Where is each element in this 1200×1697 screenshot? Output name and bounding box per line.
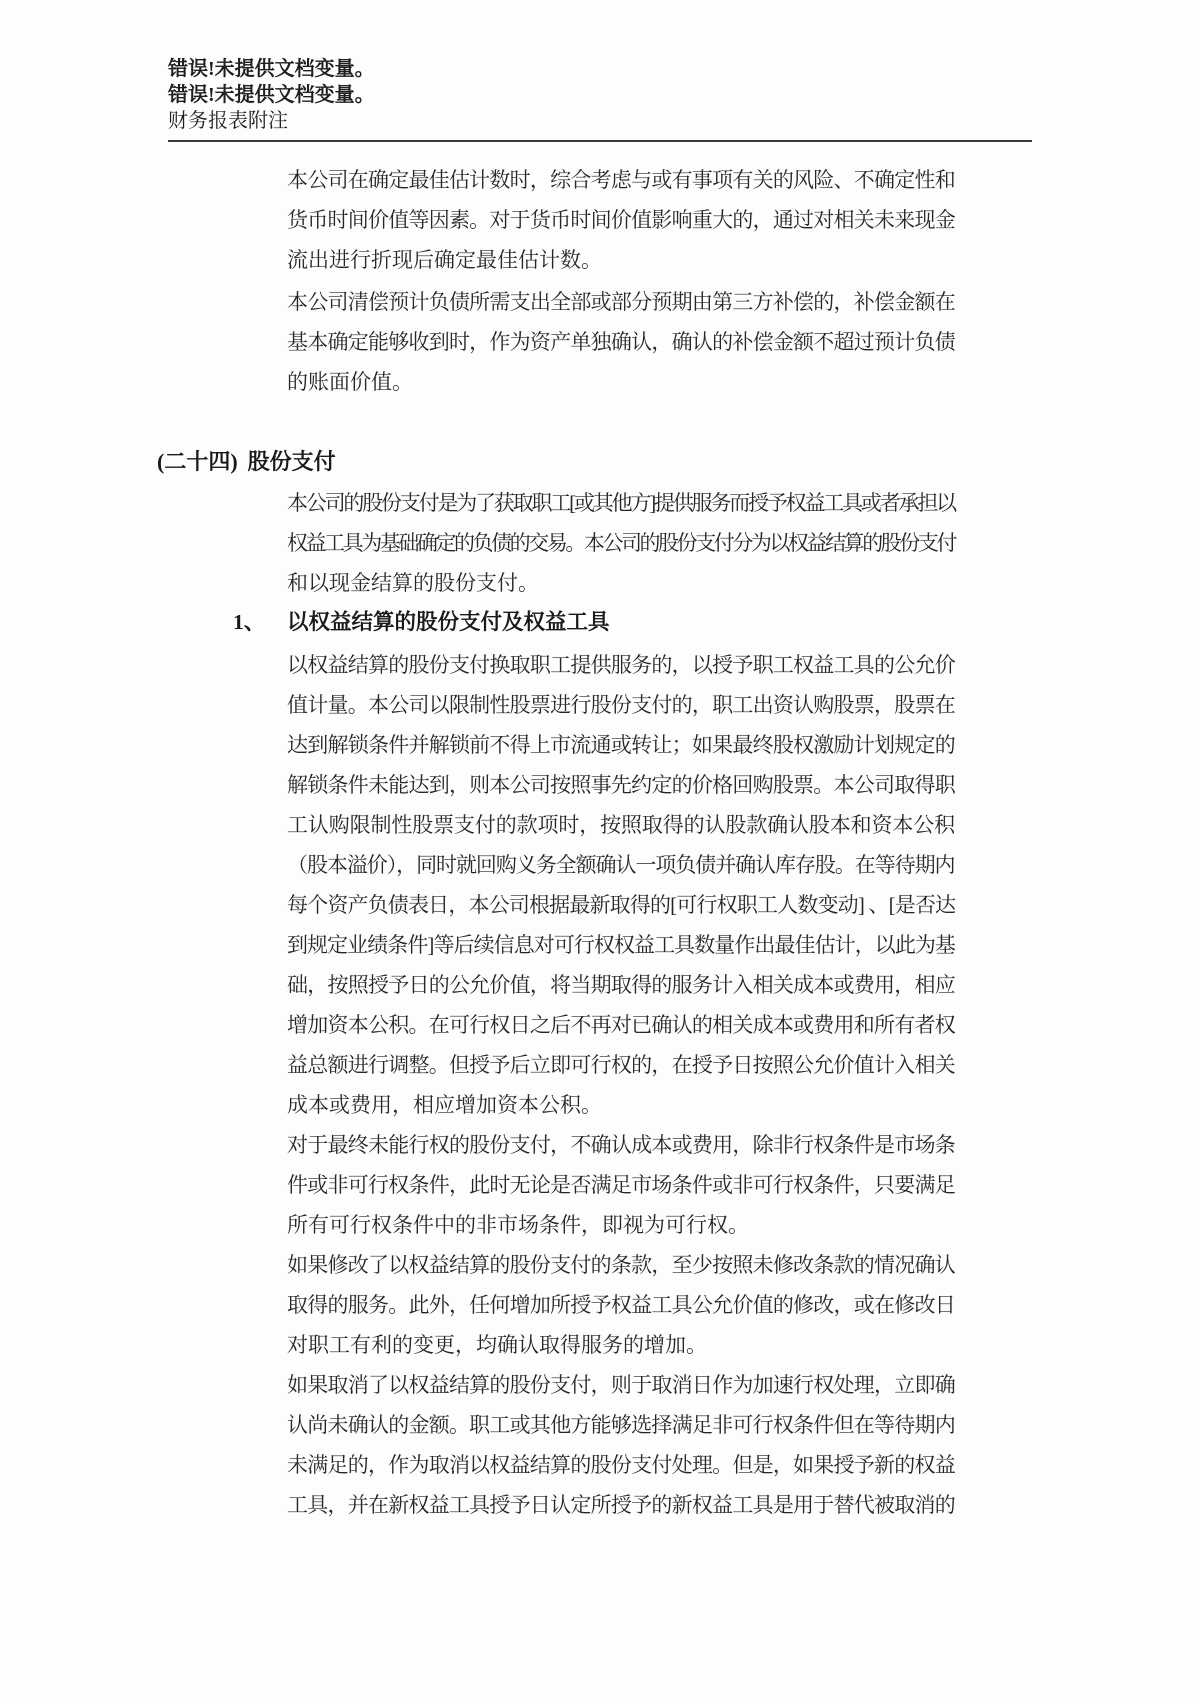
text-line: 工具，并在新权益工具授予日认定所授予的新权益工具是用于替代被取消的 <box>287 1493 955 1517</box>
text-line: 认尚未确认的金额。职工或其他方能够选择满足非可行权条件但在等待期内 <box>287 1413 955 1437</box>
text-line: 本公司的股份支付是为了获取职工[或其他方]提供服务而授予权益工具或者承担以 <box>287 491 955 515</box>
text-line: 本公司清偿预计负债所需支出全部或部分预期由第三方补偿的，补偿金额在 <box>287 290 955 314</box>
paragraph-non-vesting <box>287 1125 955 1245</box>
header-divider <box>168 140 1032 142</box>
paragraph-share-payment-intro <box>287 483 955 603</box>
paragraph-terms-modification <box>287 1245 955 1365</box>
text-line: 成本或费用，相应增加资本公积。 <box>287 1093 602 1117</box>
text-line: 取得的服务。此外，任何增加所授予权益工具公允价值的修改，或在修改日 <box>287 1293 955 1317</box>
text-line: 基本确定能够收到时，作为资产单独确认，确认的补偿金额不超过预计负债 <box>287 330 955 354</box>
text-line: 以权益结算的股份支付换取职工提供服务的，以授予职工权益工具的公允价 <box>287 653 955 677</box>
header-notes-title: 财务报表附注 <box>168 110 288 132</box>
text-line: 本公司在确定最佳估计数时，综合考虑与或有事项有关的风险、不确定性和 <box>287 168 955 192</box>
text-line: 所有可行权条件中的非市场条件，即视为可行权。 <box>287 1213 749 1237</box>
text-line: 的账面价值。 <box>287 370 413 394</box>
text-line: 对职工有利的变更，均确认取得服务的增加。 <box>287 1333 707 1357</box>
subheading-number: 1、 <box>233 610 266 634</box>
section-number: (二十四) <box>157 449 238 474</box>
header-doc-variable-error-1: 错误!未提供文档变量。 <box>168 58 375 80</box>
paragraph-equity-settled-detail <box>287 645 955 1125</box>
text-line: 件或非可行权条件，此时无论是否满足市场条件或非可行权条件，只要满足 <box>287 1173 955 1197</box>
text-line: 未满足的，作为取消以权益结算的股份支付处理。但是，如果授予新的权益 <box>287 1453 955 1477</box>
text-line: 权益工具为基础确定的负债的交易。本公司的股份支付分为以权益结算的股份支付 <box>287 531 955 555</box>
text-line: 到规定业绩条件]等后续信息对可行权权益工具数量作出最佳估计，以此为基 <box>287 933 955 957</box>
text-line: 如果取消了以权益结算的股份支付，则于取消日作为加速行权处理，立即确 <box>287 1373 955 1397</box>
text-line: 货币时间价值等因素。对于货币时间价值影响重大的，通过对相关未来现金 <box>287 208 955 232</box>
paragraph-best-estimate <box>287 160 955 280</box>
text-line: （股本溢价），同时就回购义务全额确认一项负债并确认库存股。在等待期内 <box>287 853 955 877</box>
text-line: 工认购限制性股票支付的款项时，按照取得的认股款确认股本和资本公积 <box>287 813 955 837</box>
text-line: 值计量。本公司以限制性股票进行股份支付的，职工出资认购股票，股票在 <box>287 693 955 717</box>
text-line: 益总额进行调整。但授予后立即可行权的，在授予日按照公允价值计入相关 <box>287 1053 955 1077</box>
paragraph-cancellation <box>287 1365 955 1525</box>
section-title: 股份支付 <box>247 449 336 474</box>
text-line: 对于最终未能行权的股份支付，不确认成本或费用，除非行权条件是市场条 <box>287 1133 955 1157</box>
subheading-title: 以权益结算的股份支付及权益工具 <box>287 610 610 634</box>
header-doc-variable-error-2: 错误!未提供文档变量。 <box>168 84 375 106</box>
section-heading-share-payment <box>157 447 336 477</box>
text-line: 流出进行折现后确定最佳估计数。 <box>287 248 602 272</box>
text-line: 每个资产负债表日，本公司根据最新取得的[可行权职工人数变动] 、[是否达 <box>287 893 956 917</box>
text-line: 础，按照授予日的公允价值，将当期取得的服务计入相关成本或费用，相应 <box>287 973 955 997</box>
text-line: 如果修改了以权益结算的股份支付的条款，至少按照未修改条款的情况确认 <box>287 1253 955 1277</box>
text-line: 解锁条件未能达到，则本公司按照事先约定的价格回购股票。本公司取得职 <box>287 773 955 797</box>
paragraph-third-party-compensation <box>287 282 955 402</box>
text-line: 和以现金结算的股份支付。 <box>287 571 539 595</box>
text-line: 增加资本公积。在可行权日之后不再对已确认的相关成本或费用和所有者权 <box>287 1013 955 1037</box>
subheading-equity-settled <box>233 607 610 637</box>
text-line: 达到解锁条件并解锁前不得上市流通或转让；如果最终股权激励计划规定的 <box>287 733 955 757</box>
